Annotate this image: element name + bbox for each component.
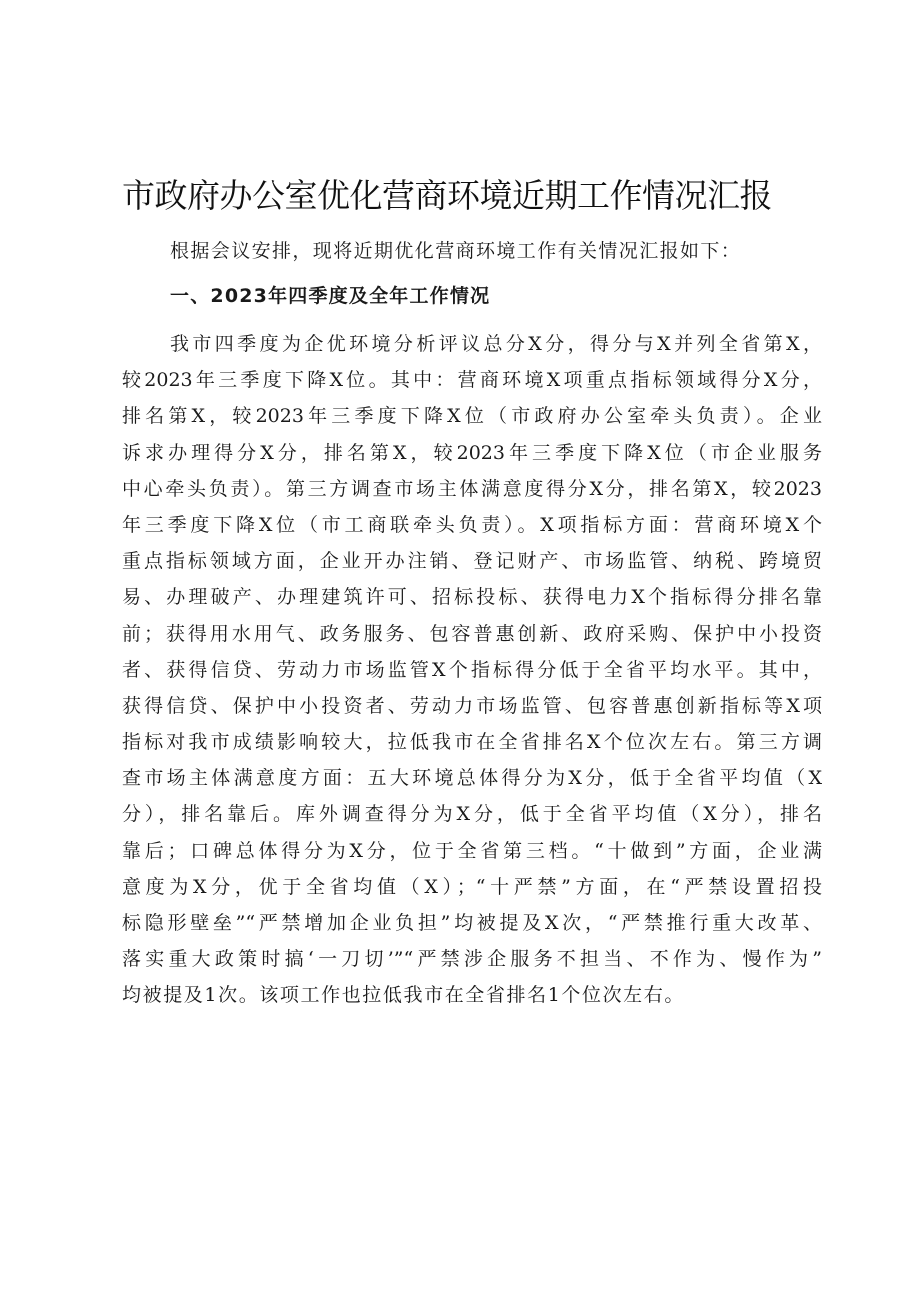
paragraph-line: 易、办理破产、办理建筑许可、招标投标、获得电力X个指标得分排名靠 [122, 586, 822, 609]
section-one-paragraph [122, 326, 822, 1014]
paragraph-line: 获得信贷、保护中小投资者、劳动力市场监管、包容普惠创新指标等X项 [122, 694, 822, 717]
paragraph-line: 查市场主体满意度方面：五大环境总体得分为X分，低于全省平均值（X [122, 767, 822, 790]
paragraph-line: 靠后；口碑总体得分为X分，位于全省第三档。“十做到”方面，企业满 [122, 839, 822, 862]
paragraph-line: 者、获得信贷、劳动力市场监管X个指标得分低于全省平均水平。其中， [122, 658, 822, 681]
paragraph-line: 中心牵头负责）。第三方调查市场主体满意度得分X分，排名第X，较2023 [122, 477, 822, 500]
paragraph-line: 较2023年三季度下降X位。其中：营商环境X项重点指标领域得分X分， [122, 369, 822, 392]
paragraph-line: 落实重大政策时搞‘一刀切’”“严禁涉企服务不担当、不作为、慢作为” [122, 948, 822, 971]
paragraph-line: 年三季度下降X位（市工商联牵头负责）。X项指标方面：营商环境X个 [122, 513, 822, 536]
paragraph-line: 均被提及1次。该项工作也拉低我市在全省排名1个位次左右。 [122, 984, 685, 1007]
paragraph-line: 指标对我市成绩影响较大，拉低我市在全省排名X个位次左右。第三方调 [122, 731, 822, 754]
paragraph-line: 重点指标领域方面，企业开办注销、登记财产、市场监管、纳税、跨境贸 [122, 550, 822, 573]
paragraph-line: 意度为X分，优于全省均值（X）；“十严禁”方面，在“严禁设置招投 [122, 875, 822, 898]
intro-paragraph: 根据会议安排，现将近期优化营商环境工作有关情况汇报如下： [170, 240, 742, 262]
paragraph-line: 我市四季度为企优环境分析评议总分X分，得分与X并列全省第X， [170, 333, 822, 355]
paragraph-line: 标隐形壁垒”“严禁增加企业负担”均被提及X次，“严禁推行重大改革、 [122, 912, 822, 934]
paragraph-line: 排名第X，较2023年三季度下降X位（市政府办公室牵头负责）。企业 [122, 405, 822, 428]
section-one-heading: 一、2023年四季度及全年工作情况 [170, 285, 491, 307]
paragraph-line: 前；获得用水用气、政务服务、包容普惠创新、政府采购、保护中小投资 [122, 622, 822, 645]
paragraph-line: 分），排名靠后。库外调查得分为X分，低于全省平均值（X分），排名 [122, 803, 822, 826]
paragraph-line: 诉求办理得分X分，排名第X，较2023年三季度下降X位（市企业服务 [122, 441, 822, 464]
document-title: 市政府办公室优化营商环境近期工作情况汇报 [122, 176, 772, 215]
